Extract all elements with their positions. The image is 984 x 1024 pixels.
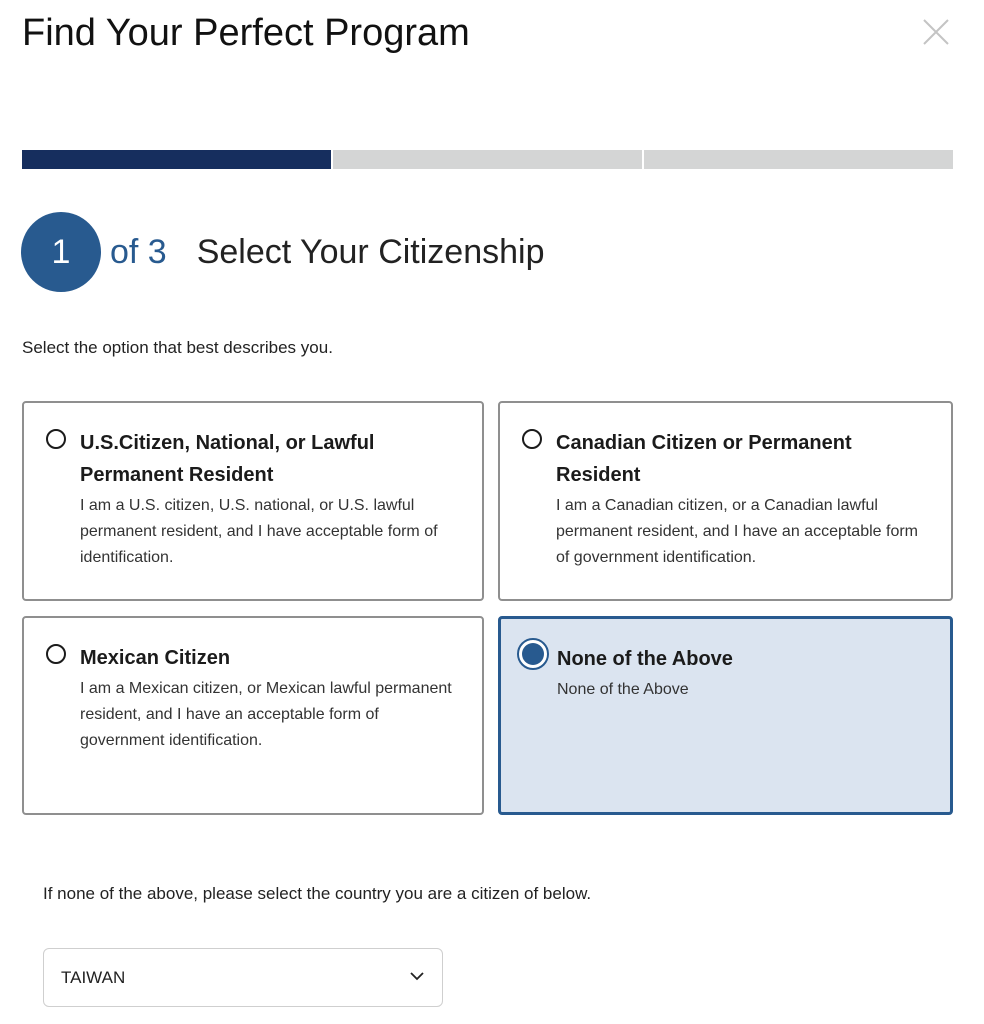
radio-button[interactable] <box>522 429 542 449</box>
page-title: Find Your Perfect Program <box>22 12 470 54</box>
progress-segment-2 <box>333 150 642 169</box>
option-us-citizen[interactable] <box>22 401 484 601</box>
country-select[interactable] <box>43 948 443 1007</box>
step-title: Select Your Citizenship <box>196 232 545 271</box>
step-header <box>21 212 545 292</box>
radio-button[interactable] <box>46 644 66 664</box>
option-title: U.S.Citizen, National, or Lawful Permanent Resident <box>80 432 375 486</box>
option-description: I am a Mexican citizen, or Mexican lawful permanent resident, and I have an acceptable form of government identification. <box>80 680 452 749</box>
progress-segment-1 <box>22 150 331 169</box>
option-description: I am a Canadian citizen, or a Canadian lawful permanent resident, and I have an acceptable form of government identification. <box>556 497 918 566</box>
instruction-text: Select the option that best describes you. <box>22 338 333 357</box>
option-title: Canadian Citizen or Permanent Resident <box>556 432 852 486</box>
country-select-value: TAIWAN <box>61 967 126 987</box>
progress-bar <box>22 150 953 169</box>
option-mexican-citizen[interactable] <box>22 616 484 815</box>
radio-button-selected[interactable] <box>517 638 549 670</box>
option-title: Mexican Citizen <box>80 647 231 669</box>
progress-segment-3 <box>644 150 953 169</box>
step-number-badge: 1 <box>21 212 101 292</box>
option-description: None of the Above <box>557 681 689 698</box>
country-prompt: If none of the above, please select the country you are a citizen of below. <box>43 884 592 903</box>
option-canadian-citizen[interactable] <box>498 401 953 601</box>
option-none-of-the-above[interactable] <box>498 616 953 815</box>
option-title: None of the Above <box>557 648 733 670</box>
option-description: I am a U.S. citizen, U.S. national, or U.S. lawful permanent resident, and I have acceptable form of identification. <box>80 497 438 566</box>
radio-button[interactable] <box>46 429 66 449</box>
chevron-down-icon <box>410 971 424 981</box>
step-count: of 3 <box>110 232 167 271</box>
close-icon[interactable] <box>920 16 952 48</box>
